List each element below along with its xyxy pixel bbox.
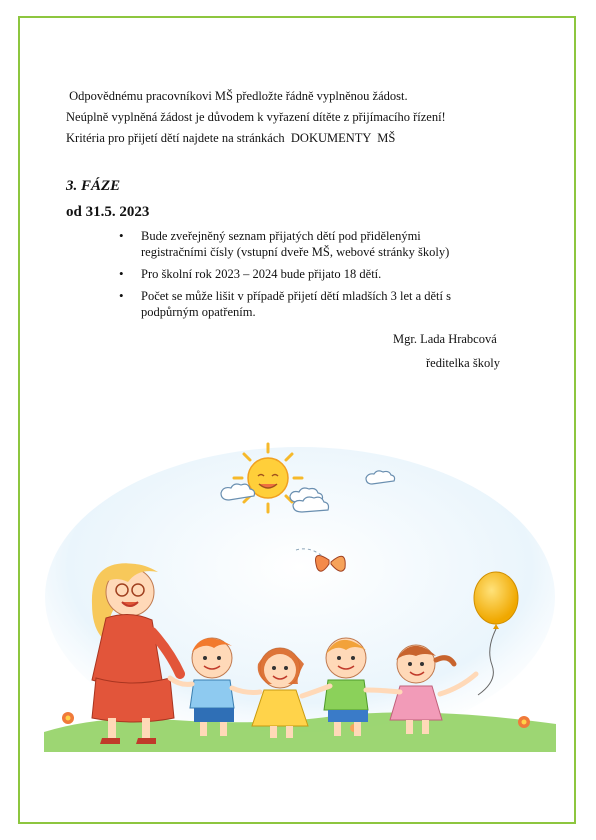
intro-line-criteria: Kritéria pro přijetí dětí najdete na stránkách DOKUMENTY MŠ xyxy=(66,131,396,145)
bullet-list-item: • Bude zveřejněný seznam přijatých dětí pod přidělenými registračními čísly (vstupní dveře MŠ, webové stránky školy) xyxy=(118,228,518,260)
phase-title: 3. FÁZE xyxy=(66,178,121,194)
signature-name: Mgr. Lada Hrabcová xyxy=(393,332,497,346)
intro-line-submit: Odpovědnému pracovníkovi MŠ předložte řádně vyplněnou žádost. xyxy=(66,89,408,103)
teacher-children-illustration xyxy=(44,432,556,752)
intro-line-warning: Neúplně vyplněná žádost je důvodem k vyřazení dítěte z přijímacího řízení! xyxy=(66,110,446,124)
bullet-list-item: • Počet se může lišit v případě přijetí dětí mladších 3 let a dětí s podpůrným opatřením. xyxy=(118,288,518,320)
child-figure-boy xyxy=(190,638,234,736)
phase-bullet-list xyxy=(118,228,518,326)
bullet-list-item: • Pro školní rok 2023 – 2024 bude přijato 18 dětí. xyxy=(118,266,518,282)
intro-paragraph xyxy=(66,86,446,149)
signature-role: ředitelka školy xyxy=(426,356,500,370)
phase-date: od 31.5. 2023 xyxy=(66,204,150,220)
